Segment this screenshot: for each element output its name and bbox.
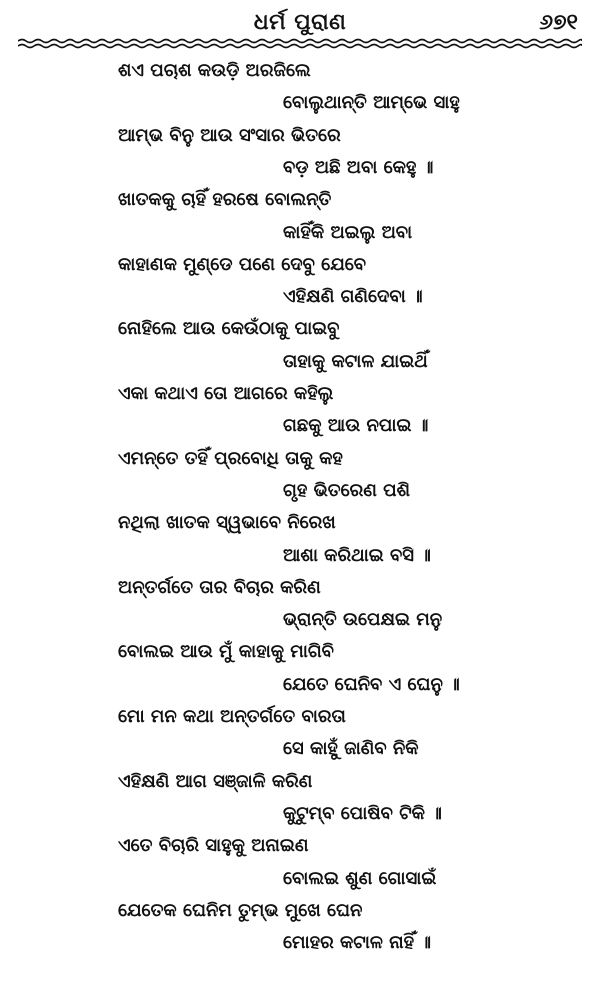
verse-line-first: ଯେତେକ ଘେନିମ ତୁମ୍ଭ ମୁଖେ ଘେନ xyxy=(118,899,363,921)
verse-line-first: ଅନ୍ତର୍ଗତେ ତାର ବିଚାର କରିଣ xyxy=(118,576,321,598)
verse-line-first: ଖାତକକୁ ଚାହିଁ ହରଷେ ବୋଲନ୍ତି xyxy=(118,189,332,211)
verse-line-first: ନୋହିଲେ ଆଉ କେଉଁଠାକୁ ପାଇବୁ xyxy=(118,318,340,340)
verse-line-second: ଭ୍ରାନ୍ତି ଉପେକ୍ଷଇ ମନୁ xyxy=(283,609,443,631)
verse-line-first: ଆମ୍ଭ ବିନୁ ଆଉ ସଂସାର ଭିତରେ xyxy=(118,124,341,146)
verse-line-first: କାହାଣକ ମୁଣ୍ଡେ ପଣେ ଦେବୁ ଯେବେ xyxy=(118,253,367,275)
verse-line-second: ଗୃହ ଭିତରେଣ ପଶି xyxy=(283,479,410,501)
verse-line-first: ଶଏ ପଚାଶ କଉଡ଼ି ଅରଜିଲେ xyxy=(118,60,311,81)
verse-line-second: ତାହାକୁ କଟାଳ ଯାଇଥିଁ xyxy=(283,350,428,372)
verse-line-first: ଏତେ ବିଚାରି ସାହୁକୁ ଅନାଇଣ xyxy=(118,835,309,857)
verse-line-second: ଏହିକ୍ଷଣି ଗଣିଦେବା ॥ xyxy=(283,286,423,308)
verse-line-first: ନଥିଲା ଖାତକ ସ୍ୱଭାବେ ନିରେଖ xyxy=(118,512,336,534)
header-divider xyxy=(18,38,582,50)
verse-line-second: ଯେତେ ଘେନିବ ଏ ଘେନୁ ॥ xyxy=(283,673,460,695)
verse-line-first: ବୋଲଇ ଆଉ ମୁଁ କାହାକୁ ମାଗିବି xyxy=(118,641,334,663)
verse-line-second: ଆଶା କରିଥାଇ ବସି ॥ xyxy=(283,544,431,566)
verse-line-second: ସେ କାହୁଁ ଜାଣିବ ନିକି xyxy=(283,738,419,760)
page-header xyxy=(18,6,582,40)
verse-line-first: ମୋ ମନ କଥା ଅନ୍ତର୍ଗତେ ବାରତା xyxy=(118,706,346,727)
page-title: ଧର୍ମ ପୁରାଣ xyxy=(253,10,347,35)
page-number: ୬୭୧ xyxy=(539,10,578,35)
verse-line-first: ଏମନ୍ତେ ତହିଁ ପ୍ରବୋଧି ତାକୁ କହ xyxy=(118,447,343,469)
verse-line-second: ମୋହର କଟାଳ ନାହିଁ ॥ xyxy=(283,932,432,954)
verse-line-first: ଏକା କଥାଏ ତୋ ଆଗରେ କହିଲୁ xyxy=(118,383,334,404)
verse-line-second: ବୋଲଇ ଶୁଣ ଗୋସାଇଁ xyxy=(283,867,437,889)
verse-line-second: ଗଛକୁ ଆଉ ନପାଇ ॥ xyxy=(283,415,429,437)
verse-line-second: ବଡ଼ ଅଛି ଅବା କେହୁ ॥ xyxy=(283,156,434,178)
verse-line-second: କାହିଁକି ଅଇଲୁ ଅବା xyxy=(283,221,413,243)
verse-line-first: ଏହିକ୍ଷଣି ଆଗ ସଞ୍ଜାଳି କରିଣ xyxy=(118,770,313,792)
verse-line-second: କୁଟୁମ୍ବ ପୋଷିବ ଟିକି ॥ xyxy=(283,802,442,824)
verse-line-second: ବୋଲୁଥାନ୍ତି ଆମ୍ଭେ ସାହୁ xyxy=(283,92,460,114)
